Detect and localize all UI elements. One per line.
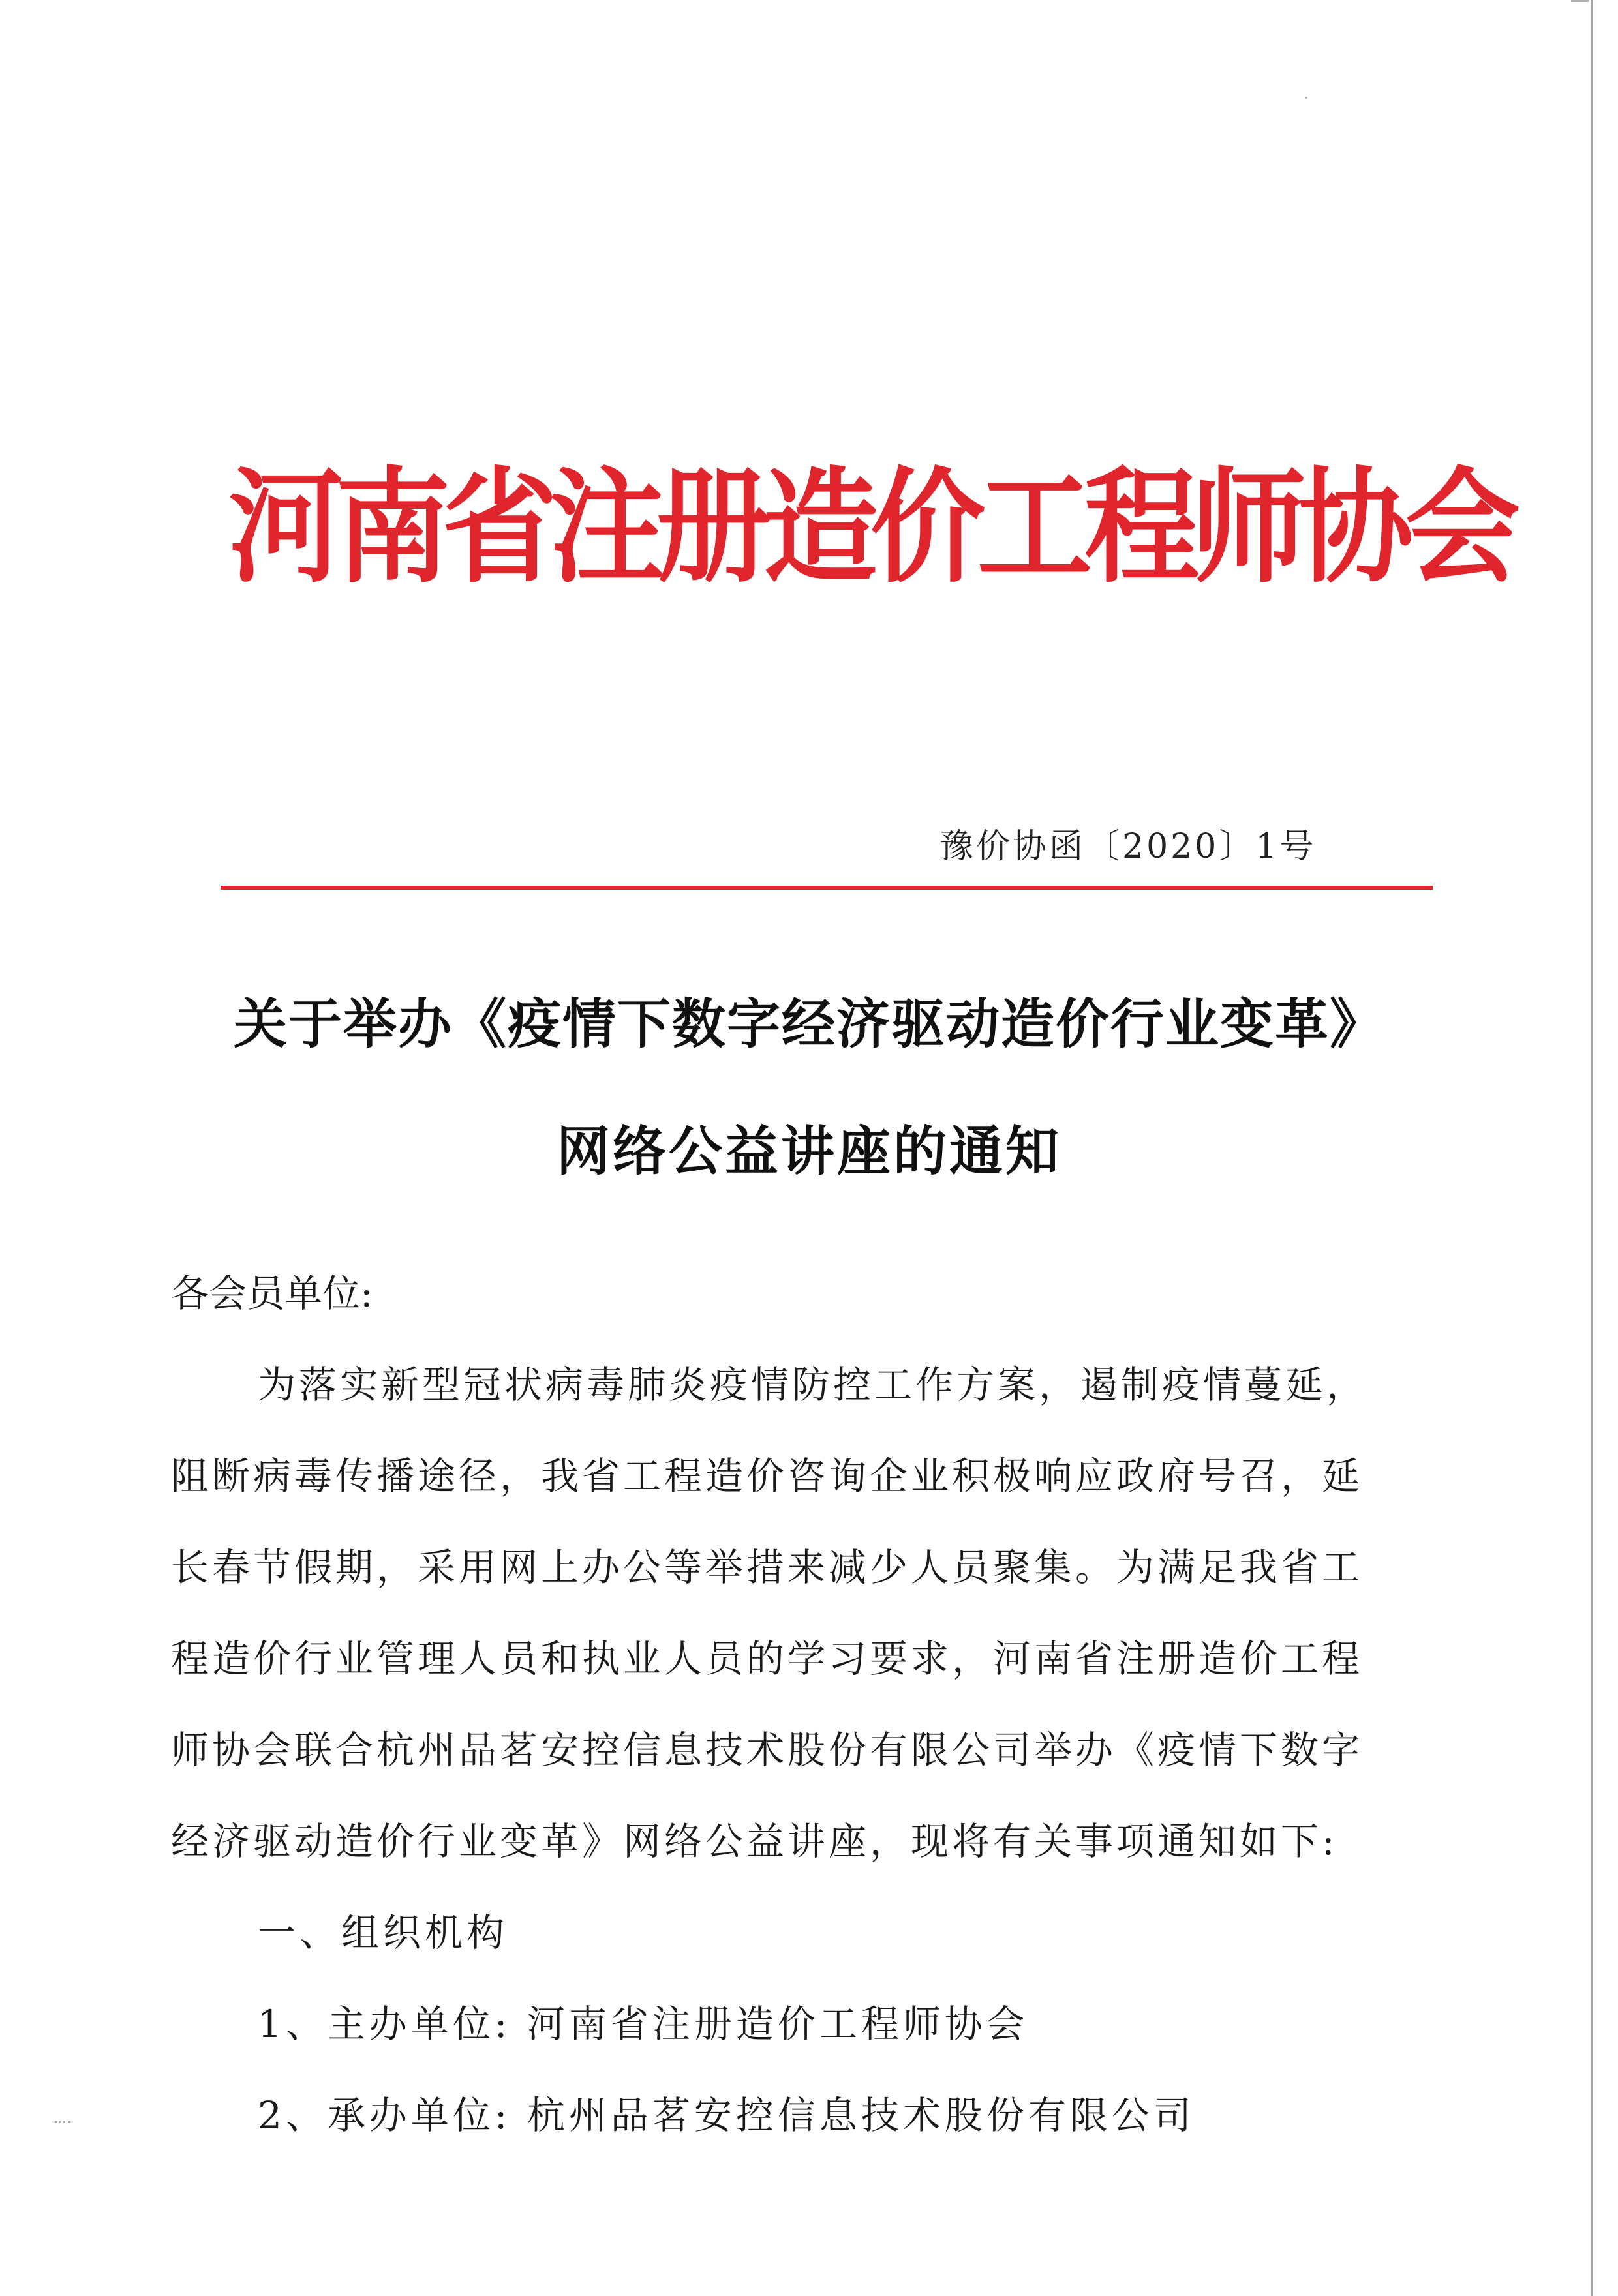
paragraph-line: 师协会联合杭州品茗安控信息技术股份有限公司举办《疫情下数字: [171, 1728, 1364, 1772]
organization-letterhead: 河南省注册造价工程师协会: [228, 455, 1513, 600]
scan-speck: [55, 2121, 70, 2128]
section-heading: 一、组织机构: [258, 1911, 509, 1955]
notice-title-line-2: 网络公益讲座的通知: [556, 1120, 1061, 1183]
letterhead-red-rule: [221, 886, 1433, 890]
notice-title-line-1: 关于举办《疫情下数字经济驱动造价行业变革》: [233, 993, 1384, 1055]
list-item: 1、主办单位: 河南省注册造价工程师协会: [258, 2002, 1028, 2046]
scan-corner-mark: [1571, 0, 1589, 2]
scan-speck: [1305, 97, 1307, 99]
paragraph-line: 为落实新型冠状病毒肺炎疫情防控工作方案，遏制疫情蔓延，: [258, 1363, 1368, 1407]
paragraph-line: 经济驱动造价行业变革》网络公益讲座，现将有关事项通知如下:: [171, 1819, 1338, 1864]
scan-edge-line: [1591, 0, 1593, 2296]
list-item: 2、承办单位: 杭州品茗安控信息技术股份有限公司: [258, 2093, 1195, 2137]
salutation: 各会员单位:: [171, 1271, 373, 1316]
paragraph-line: 阻断病毒传播途径，我省工程造价咨询企业积极响应政府号召，延: [171, 1454, 1364, 1498]
document-number: 豫价协函〔2020〕1号: [939, 827, 1317, 866]
paragraph-line: 程造价行业管理人员和执业人员的学习要求，河南省注册造价工程: [171, 1637, 1364, 1681]
paragraph-line: 长春节假期，采用网上办公等举措来减少人员聚集。为满足我省工: [171, 1545, 1364, 1590]
